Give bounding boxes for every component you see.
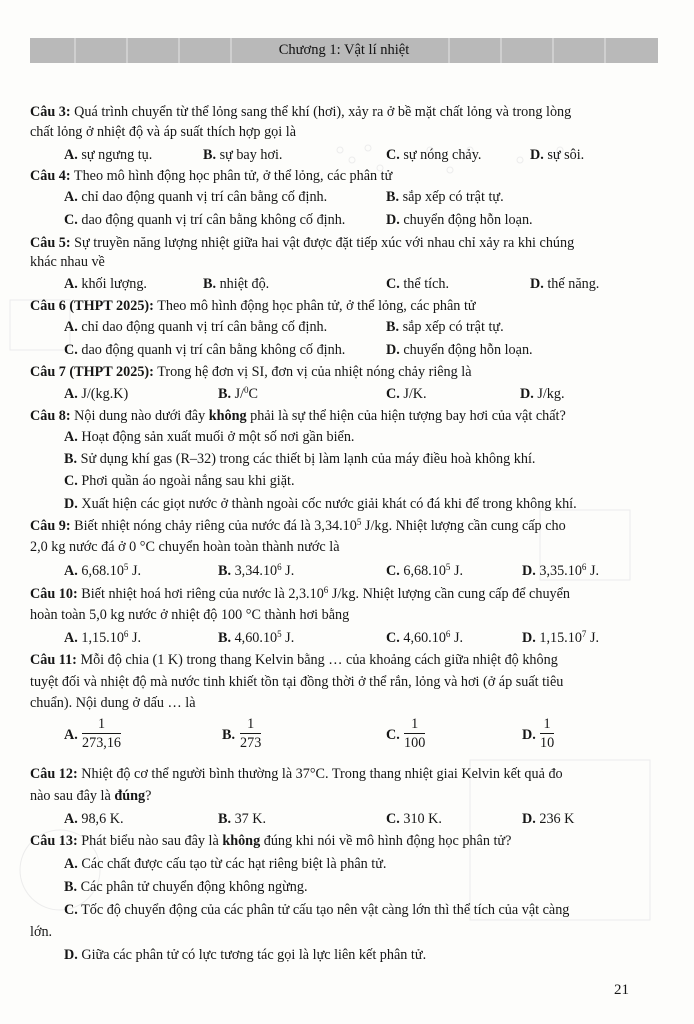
option-a[interactable]: A. J/(kg.K): [64, 386, 129, 402]
question-3-stem-cont: chất lỏng ở nhiệt độ và áp suất thích hợp gọi là: [30, 124, 296, 140]
question-5-stem-cont: khác nhau về: [30, 254, 105, 270]
option-c[interactable]: C. thể tích.: [386, 276, 450, 292]
question-10-stem: Câu 10: Biết nhiệt hoá hơi riêng của nước là 2,3.10$^6$ J/kg. Nhiệt lượng cần cung cấp để chuyển: [30, 585, 571, 602]
option-b[interactable]: B. sự bay hơi.: [203, 147, 283, 163]
option-c[interactable]: C. sự nóng chảy.: [386, 147, 482, 163]
question-8-stem: Câu 8: Nội dung nào dưới đây không phải là sự thể hiện của hiện tượng bay hơi của vật chất?: [30, 408, 566, 424]
option-c[interactable]: C. dao động quanh vị trí cân bằng không cố định.: [64, 342, 346, 358]
option-d[interactable]: D. sự sôi.: [530, 147, 585, 163]
option-c[interactable]: C. Tốc độ chuyển động của các phân tử cấu tạo nên vật càng lớn thì thể tích của vật càng: [64, 902, 570, 918]
option-a[interactable]: A. khối lượng.: [64, 276, 147, 292]
fraction-d: $\frac{1}{10}$: [540, 716, 555, 751]
option-a[interactable]: A. chỉ dao động quanh vị trí cân bằng cố định.: [64, 189, 328, 205]
option-b[interactable]: B. sắp xếp có trật tự.: [386, 189, 504, 205]
question-11-stem-cont: tuyệt đối và nhiệt độ mà nước tinh khiết tồn tại đồng thời ở thể rắn, lỏng và hơi (ở áp suất tiêu: [30, 674, 564, 690]
option-d[interactable]: D. thế năng.: [530, 276, 600, 292]
option-d[interactable]: D. 3,35.10$^6$ J.: [522, 562, 600, 579]
option-d[interactable]: D. J/kg.: [520, 386, 565, 402]
option-b[interactable]: B. Các phân tử chuyển động không ngừng.: [64, 879, 308, 895]
question-5-stem: Câu 5: Sự truyền năng lượng nhiệt giữa hai vật được đặt tiếp xúc với nhau chỉ xảy ra khi chúng: [30, 235, 575, 251]
option-c-cont: lớn.: [30, 924, 53, 940]
question-7-stem: Câu 7 (THPT 2025): Trong hệ đơn vị SI, đơn vị của nhiệt nóng chảy riêng là: [30, 364, 472, 380]
option-b[interactable]: B. 4,60.10$^5$ J.: [218, 629, 295, 646]
question-12-stem-cont: nào sau đây là đúng?: [30, 788, 152, 804]
option-c[interactable]: C. Phơi quần áo ngoài nắng sau khi giặt.: [64, 473, 295, 489]
fraction-c: $\frac{1}{100}$: [404, 716, 426, 751]
option-c[interactable]: C.: [386, 727, 400, 743]
option-b[interactable]: B.: [222, 727, 236, 743]
option-b[interactable]: B. 3,34.10$^6$ J.: [218, 562, 295, 579]
option-c[interactable]: C. 4,60.10$^6$ J.: [386, 629, 464, 646]
option-b[interactable]: B. 37 K.: [218, 811, 267, 827]
option-d[interactable]: D. Xuất hiện các giọt nước ở thành ngoài cốc nước giải khát có đá khi để trong không khí.: [64, 496, 577, 512]
option-d[interactable]: D. chuyển động hỗn loạn.: [386, 342, 533, 358]
option-a[interactable]: A. 1,15.10$^6$ J.: [64, 629, 142, 646]
option-c[interactable]: C. J/K.: [386, 386, 427, 402]
question-4-stem: Câu 4: Theo mô hình động học phân tử, ở thể lỏng, các phân tử: [30, 168, 393, 184]
option-a[interactable]: A. Các chất được cấu tạo từ các hạt riêng biệt là phân tử.: [64, 856, 387, 872]
option-d[interactable]: D. 236 K: [522, 811, 575, 827]
question-3-stem: Câu 3: Quá trình chuyển từ thể lỏng sang thể khí (hơi), xảy ra ở bề mặt chất lỏng và trong lòng: [30, 104, 572, 120]
question-11-stem: Câu 11: Mỗi độ chia (1 K) trong thang Kelvin bằng … của khoảng cách giữa nhiệt độ không: [30, 652, 558, 668]
fraction-a: $\frac{1}{273,16}$: [82, 716, 122, 751]
chapter-title: Chương 1: Vật lí nhiệt: [278, 42, 410, 58]
option-d[interactable]: D.: [522, 727, 536, 743]
question-12-stem: Câu 12: Nhiệt độ cơ thể người bình thường là 37°C. Trong thang nhiệt giai Kelvin kết quả đo: [30, 766, 563, 782]
option-b[interactable]: B. J/$^0$C: [218, 385, 258, 402]
chapter-header: [30, 38, 658, 63]
option-d[interactable]: D. chuyển động hỗn loạn.: [386, 212, 533, 228]
option-a[interactable]: A. chỉ dao động quanh vị trí cân bằng cố định.: [64, 319, 328, 335]
option-b[interactable]: B. sắp xếp có trật tự.: [386, 319, 504, 335]
fraction-b: $\frac{1}{273}$: [240, 716, 262, 751]
question-13-stem: Câu 13: Phát biểu nào sau đây là không đúng khi nói về mô hình động học phân tử?: [30, 833, 512, 849]
question-11-stem-cont2: chuẩn). Nội dung ở dấu … là: [30, 695, 196, 711]
question-9-stem-cont: 2,0 kg nước đá ở 0 °C chuyển hoàn toàn thành nước là: [30, 539, 340, 555]
question-6-stem: Câu 6 (THPT 2025): Theo mô hình động học phân tử, ở thể lỏng, các phân tử: [30, 298, 476, 314]
question-10-stem-cont: hoàn toàn 5,0 kg nước ở nhiệt độ 100 °C thành hơi bằng: [30, 607, 350, 623]
option-a[interactable]: A. 6,68.10$^5$ J.: [64, 562, 142, 579]
option-a[interactable]: A. 98,6 K.: [64, 811, 124, 827]
option-d[interactable]: D. Giữa các phân tử có lực tương tác gọi là lực liên kết phân tử.: [64, 947, 427, 963]
question-9-stem: Câu 9: Biết nhiệt nóng chảy riêng của nước đá là 3,34.10$^5$ J/kg. Nhiệt lượng cần cung cấp cho: [30, 517, 566, 534]
option-b[interactable]: B. nhiệt độ.: [203, 276, 270, 292]
option-c[interactable]: C. 310 K.: [386, 811, 442, 827]
page-number: 21: [614, 982, 629, 998]
option-c[interactable]: C. dao động quanh vị trí cân bằng không cố định.: [64, 212, 346, 228]
option-a[interactable]: A.: [64, 727, 78, 743]
option-d[interactable]: D. 1,15.10$^7$ J.: [522, 629, 600, 646]
option-b[interactable]: B. Sử dụng khí gas (R–32) trong các thiết bị làm lạnh của máy điều hoà không khí.: [64, 451, 536, 467]
option-a[interactable]: A. Hoạt động sản xuất muối ở một số nơi gần biển.: [64, 429, 355, 445]
option-a[interactable]: A. sự ngưng tụ.: [64, 147, 153, 163]
option-c[interactable]: C. 6,68.10$^5$ J.: [386, 562, 464, 579]
